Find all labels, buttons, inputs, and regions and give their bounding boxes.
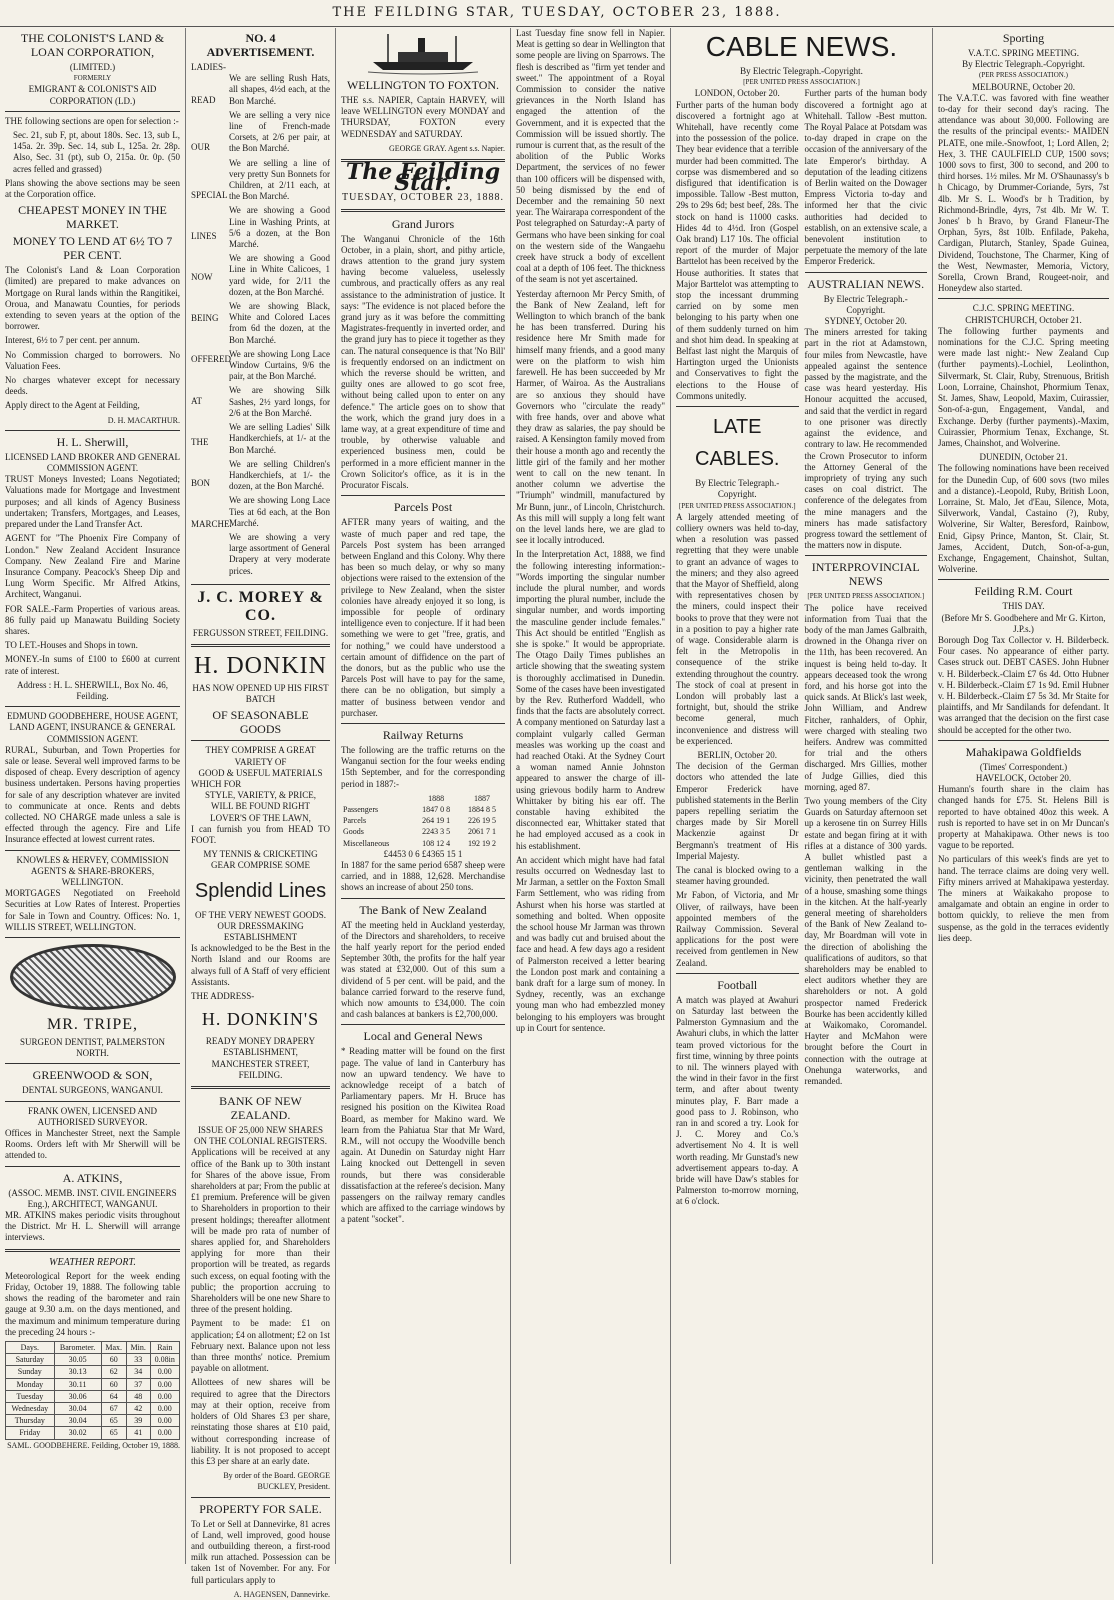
atkins-name: A. ATKINS, xyxy=(62,1170,123,1185)
table-cell: 108 12 4 xyxy=(422,838,451,848)
railway-note: In 1887 for the same period 6587 sheep were carried, and in 1888, 12,628. Merchandise shows an increase of about 250 tons. xyxy=(341,859,505,893)
trust-text: TRUST Moneys Invested; Loans Negotiated; Valuations made for Mortgage and Investment purposes; and all kinds of Agency Business undertaken; Transfers, Mortgages, and Leases, prepared under the Land Transfer Act. xyxy=(5,474,180,530)
court-heading: Feilding R.M. Court xyxy=(974,584,1073,599)
havelock-dateline: HAVELOCK, October 20. xyxy=(975,772,1072,783)
to-let: TO LET.-Houses and Shops in town. xyxy=(5,640,138,651)
table-row xyxy=(341,838,505,849)
inter-text-2: Two young members of the City Guards on Saturday afternoon set up a kerosene tin on Surrey Hills estate and began firing at it with rifles at a distance of 300 yards. A bullet whistled past a gentleman walking in the vicinity, then penetrated the wall of a house, smashing some things in the kitchen. At the half-yearly general meeting of shareholders of the Bank of New Zealand to-day, Mr Boardman will vote in the direction of abolishing the qualifications of auditors, so that shareholders may be enabled to elect auditors whether they are shareholders or not. A gold prospector named Frederick Bourke has been accidently killed at Waikomako, Coromandel. Hayter and McMahon were brought before the Court in connection with the outrage at Onehunga waterworks, and remanded. xyxy=(804,795,927,1087)
goodbehere: EDMUND GOODBEHERE, HOUSE AGENT, LAND AGENT, INSURANCE & GENERAL COMMISSION AGENT. xyxy=(6,711,179,744)
allottees-text: Allottees of new shares will be required to agree that the Directors may at their option, receive from holders of Old Shares £3 per share, reinstating those shares at £10 paid, without corresponding increase of liability. It is not proposed to accept this £3 per share at an early date. xyxy=(191,1377,330,1466)
table-cell: 30.04 xyxy=(54,1403,101,1415)
mortgages: MORTGAGES Negotiated on Freehold Securities at Low Rates of Interest. Properties for Sale in Town and Country. Offices: No. 1, WILLIS STREET, WELLINGTON. xyxy=(5,888,180,932)
table-cell: 39 xyxy=(126,1415,150,1427)
ad-item: We are showing Silk Sashes, 2½ yard longs, for 2/6 at the Bon Marché. xyxy=(229,385,330,418)
ladies-label: LADIES- xyxy=(191,62,226,72)
berlin-dateline: BERLIN, October 20. xyxy=(697,749,777,760)
late-text: A largely attended meeting of colliery owners was held to-day, when a resolution was passed regretting that they were unable to grant an advance of wages to the miners; and they also agreed that the Mayor of Sheffield, along with representatives chosen by the miners, could inspect their books to prove that they were not in a position to pay a higher rate of wage. Considerable alarm is felt in the Metropolis in consequence of the strike extending throughout the country. The stock of coal at present in London will probably last a fortnight, but, should the strike become general, much inconvenience and distress will be experienced. xyxy=(676,511,799,746)
table-cell: 33 xyxy=(126,1354,150,1366)
australian-heading: AUSTRALIAN NEWS. xyxy=(807,276,925,291)
tripe-name: MR. TRIPE, xyxy=(46,1016,139,1033)
late-cables-heading: LATE CABLES. xyxy=(695,416,780,471)
sydney-dateline: SYDNEY, October 20. xyxy=(824,316,907,327)
table-cell: Tuesday xyxy=(6,1390,55,1402)
grand-jurors-text: The Wanganui Chronicle of the 16th October, in a plain, short, and pithy article, draws attention to the grand jury system having become valueless, uselessly cumbrous, and practically offers as any real assistance to the administration of justice. It says: "The evidence is not placed before the grand jury as it was before the committing Magistrates-frequently in inverted order, and the grand jury has to piece it together as they can. The natural consequence is that 'No Bill' is frequently endorsed on an indictment on which the reverse should be written, and guilty ones are allowed to go scot free, without being called upon to enter on any defence." The article goes on to show that the work, which the grand jury does in a lame way, at a great expenditure of time and trouble, by otherwise valuable and experienced business men, could be performed in a more efficient manner in the Crown Solicitor's office, as it is in the Procurator Fiscals. xyxy=(341,233,505,491)
table-cell: 1847 0 8 xyxy=(422,804,451,814)
column-1 xyxy=(0,28,185,1564)
interest-line: Interest, 6½ to 7 per cent. per annum. xyxy=(5,335,140,346)
table-cell: 0.00 xyxy=(150,1427,179,1439)
no-charges: No charges whatever except for necessary deeds. xyxy=(5,375,180,397)
paper-title: The Feilding Star. xyxy=(345,159,501,197)
divider xyxy=(676,973,799,974)
table-cell: 0.08in xyxy=(150,1354,179,1366)
inter-text: The police have received information from Tuai that the body of the man James Galbraith, drowned in the Ohanga river on the 11th, has been recovered. An inquest is being held to-day. It appears deceased took the wrong ford, and his horse got into the quick sands. At Blick's last week, John William, and Andrew Fitcher, ranhalders, of Ophir, were charged with stealing two heifers. Andrew was committed for trial and the others discharged. Mrs Gillies, mother of Judge Gillies, died this morning, aged 87. xyxy=(804,602,927,792)
decorative-oval-ad xyxy=(10,944,176,1010)
masthead: THE FEILDING STAR, TUESDAY, OCTOBER 23, 1888. xyxy=(0,0,1114,27)
cable-left xyxy=(676,88,799,1210)
company-title: THE COLONIST'S LAND & LOAN CORPORATION, xyxy=(20,31,165,59)
side-word: BON xyxy=(191,478,211,489)
weather-col-header: Days. xyxy=(6,1342,55,1354)
side-word: OFFERED xyxy=(191,354,232,365)
side-word: LINES xyxy=(191,230,217,241)
table-cell: 0.00 xyxy=(150,1366,179,1378)
table-cell: 30.05 xyxy=(54,1354,101,1366)
local-text: * Reading matter will be found on the first page. The value of land in Canterbury has now an upward tendency. We have to acknowledge receipt of a batch of Parliamentary papers. Mr H. Bruce has resigned his position on the Kiwitea Road Board, as member for Makino ward. We learn from the Pahiatua Star that Mr Ward, R.M., will not occupy the Woodville bench again. At Dunedin on Saturday night Harr Laing knocked out Dettengell in seven rounds, but there was considerable dissatisfaction at the referee's decision. Many passengers on the railway remary candles which are affixed to the carriage windows by a patent "socket". xyxy=(341,1046,505,1225)
company-former-name: EMIGRANT & COLONIST'S AID CORPORATION (LD.) xyxy=(28,84,157,106)
table-cell: 41 xyxy=(126,1427,150,1439)
weather-col-header: Barometer. xyxy=(54,1342,101,1354)
table-row xyxy=(341,815,505,826)
cable-electric: By Electric Telegraph.-Copyright. xyxy=(740,66,863,76)
table-cell: 30.06 xyxy=(54,1390,101,1402)
london-dateline: LONDON, October 20. xyxy=(694,88,780,99)
weather-signature: SAML. GOODBEHERE. Feilding, October 19, 1888. xyxy=(7,1440,180,1450)
bank-nz-text: AT the meeting held in Auckland yesterday, of the Directors and shareholders, to receive the half yearly report for the period ended September 30th, the profits for the half year was stated at £32,000. Out of this sum a dividend of 5 per cent. will be paid, and the balance carried forward to the reserve fund, which now amounts to £34,000. The coin and cash balances at bankers is £2,700,000. xyxy=(341,919,505,1020)
grand-jurors-heading: Grand Jurors xyxy=(391,216,455,231)
column-2 xyxy=(185,28,335,1599)
divider xyxy=(191,740,330,741)
side-word: BEING xyxy=(191,313,219,324)
ad-item: We are selling a line of very pretty Sun Bonnets for Children, at 2/11 each, at the Bon Marché. xyxy=(229,157,330,202)
mahak-text: Humann's fourth share in the claim has changed hands for £75. St. Helens Bill is reported to have obtained 40oz this week. A rush is reported to have set in on Mr Duncan's property at Mahakipawa. Other news is too vague to be reported. xyxy=(938,784,1109,851)
table-row xyxy=(6,1354,180,1366)
divider xyxy=(341,898,505,899)
divider xyxy=(191,1086,330,1089)
table-header xyxy=(341,793,413,804)
side-word: READ xyxy=(191,95,216,106)
steamship-icon xyxy=(368,32,478,74)
table-cell: 0.00 xyxy=(150,1378,179,1390)
bank-heading: BANK OF NEW ZEALAND. xyxy=(219,1094,302,1123)
company-sub: (LIMITED.) xyxy=(69,62,116,72)
column-6 xyxy=(932,28,1114,1564)
cable-text: Further parts of the human body discovered a fortnight ago at Whitehall, have recently come into the possession of the police. They bear evidence that a terrible murder had been committed. The corpse was dismembered and so disfigured that identification is impossible. Tallow -Best mutton, 29s to 29s 6d; best beef, 28s. The stock on hand is 11000 casks. Hides 4d to 4½d. Iron (Gospel Oak brand) L17 10s. The official report of the murder of Major Barttelot has been received by the House authorities. It states that Major Barttelot was attempting to stop the incessant drumming carried on by some men belonging to his party when one of them suddenly turned on him and shot him dead. In speaking at Belfast last night the Marquis of Hartington urged the Unionists and Conservatives to fight the elections to the House of Commons unitedly. xyxy=(676,99,799,401)
knowles: KNOWLES & HERVEY, COMMISSION AGENTS & SHARE-BROKERS, WELLINGTON. xyxy=(16,854,169,887)
weather-col-header: Max. xyxy=(101,1342,126,1354)
football-text: A match was played at Awahuri on Saturday last between the Palmerston Gymnasium and the Awahuri clubs, in which the latter team proved victorious for the first time, winning by three points to nil. The winners played with the wind in their favor in the first term, and after about twenty minutes play, F. Barr made a good pass to J. Robinson, who ran in and scored a try. Look for J. C. Morey and Co.'s advertisement No 4. It is well worth reading. Mr Gunstad's new advertisement appears to-day. A bride will have Daw's stables for Palmerston to-morrow morning, at 6 o'clock. xyxy=(676,994,799,1207)
agent-name: D. H. MACARTHUR. xyxy=(107,415,180,425)
divider xyxy=(5,706,180,707)
dressmaking-heading: OUR DRESSMAKING ESTABLISHMENT xyxy=(217,920,304,942)
table-cell: 64 xyxy=(101,1390,126,1402)
berlin-text: The decision of the German doctors who attended the late Emperor Frederick have published statements in the Berlin papers repelling seriatim the charges made by Sir Morell Mackenzie against Dr Bergmann's treatment of His Imperial Majesty. xyxy=(676,761,799,861)
donkin-heading-2: H. DONKIN'S xyxy=(201,1009,320,1030)
local-heading: Local and General News xyxy=(363,1029,483,1044)
vatc-heading: V.A.T.C. SPRING MEETING. xyxy=(968,48,1079,58)
weather-intro: Meteorological Report for the week ending Friday, October 19, 1888. The following table shows the reading of the barometer and rain gauge at 9.30 a.m. on the days mentioned, and the maximum and minimum temperature during the preceding 24 hours :- xyxy=(5,1270,180,1337)
newest-line: OF THE VERY NEWEST GOODS. xyxy=(195,909,326,920)
side-word: SPECIAL xyxy=(191,189,228,200)
table-cell: 67 xyxy=(101,1403,126,1415)
morey-address: FERGUSSON STREET, FEILDING. xyxy=(192,627,329,638)
side-word: MARCHE. xyxy=(191,519,232,530)
melbourne-dateline: MELBOURNE, October 20. xyxy=(972,81,1075,92)
table-cell: 0.00 xyxy=(150,1390,179,1402)
morey-heading: J. C. MOREY & CO. xyxy=(197,588,324,624)
table-row xyxy=(341,804,505,815)
table-row xyxy=(6,1390,180,1402)
owen-text: Offices in Manchester Street, next the Sample Rooms. Orders left with Mr Sherwill will be attended to. xyxy=(5,1128,180,1161)
tennis-line: MY TENNIS & CRICKETING GEAR COMPRISE SOME xyxy=(203,849,318,871)
ad-side-words xyxy=(191,73,232,580)
table-cell: 2243 3 5 xyxy=(422,827,451,837)
table-cell: Miscellaneous xyxy=(343,838,390,848)
owen-name: FRANK OWEN, LICENSED AND AUTHORISED SURVEYOR. xyxy=(28,1105,157,1127)
table-cell: 65 xyxy=(101,1415,126,1427)
ad-item: We are selling Children's Handkerchiefs, at 1/- the dozen, at the Bon Marché. xyxy=(229,458,330,492)
cjc-text: The following further payments and nominations for the C.J.C. Spring meeting were made last night:- New Zealand Cup (further payments).-Lochiel, Leolinthon, Silvermark, St. Clair, Ruby, Strenuous, British Loon, Lorraine, Chainshot, Phormium Tenax, St. James, Shaw, Leopold, Maxim, Cuirassier, Son-of-a-gun, Engagement, Vandal, and Exchange. Derby (further payments).-Maxim, Cuirassier, Phormium Tenax, Exchange, St. James, Chainshot, and Wolverine. xyxy=(938,325,1109,448)
christchurch-dateline: CHRISTCHURCH, October 21. xyxy=(965,314,1082,325)
table-cell: Thursday xyxy=(6,1415,55,1427)
aus-text: The miners arrested for taking part in the riot at Adamstown, four miles from Newcastle, have appealed against the sentence passed by the magistrate, and the case was heard yesterday. His Honour acquitted the accused, and said that the verdict in regard to one prisoner was directly against the evidence, and contrary to law. He recommended the Crown Prosecutor to inform the Attorney General of the impropriety of trying any such cases on coal district. The conference of the delegates from the mine managers and the miners has made satisfactory progress toward the settlement of the matters now in dispute. xyxy=(804,327,927,551)
ad-item: We are selling Ladies' Silk Handkerchiefs, at 1/- at the Bon Marché. xyxy=(229,422,330,455)
divider xyxy=(191,584,330,585)
comprise-line: THEY COMPRISE A GREAT VARIETY OF xyxy=(205,745,316,767)
divider xyxy=(5,1101,180,1102)
divider xyxy=(5,937,180,938)
no-commission: No Commission charged to borrowers. No Valuation Fees. xyxy=(5,349,180,371)
donkin-opened: HAS NOW OPENED UP HIS FIRST BATCH xyxy=(192,682,329,705)
divider xyxy=(5,430,180,431)
weather-col-header: Rain xyxy=(150,1342,179,1354)
address-label: THE ADDRESS- xyxy=(191,991,255,1001)
table-cell: 30.04 xyxy=(54,1415,101,1427)
sporting-heading: Sporting xyxy=(1002,31,1045,45)
rural-text: RURAL, Suburban, and Town Properties for sale or lease. Several well improved farms to be disposed of cheap. Every description of agency business undertaken. Persons having properties for sale of any description whatever are invited to communicate at once. Rents and debts collected. NO CHARGE made unless a sale is effected through the agency. Fire and Life Insurance effected at lowest current rates. xyxy=(5,744,180,845)
ad-item: We are showing Black, White and Colored Laces from 6d the dozen, at the Bon Marché. xyxy=(229,301,330,345)
table-row xyxy=(6,1415,180,1427)
side-word: THE xyxy=(191,436,209,447)
divider xyxy=(938,579,1109,580)
money-lend-heading: MONEY TO LEND AT 6½ TO 7 PER CENT. xyxy=(12,234,173,263)
furnish-line: I can furnish you from HEAD TO FOOT. xyxy=(191,823,330,845)
property-heading: PROPERTY FOR SALE. xyxy=(199,1501,322,1516)
payment-text: Payment to be made: £1 on application; £4 on allotment; £2 on 1st February next. Balance upon not less than three months' notice. Premium payable on allotment. xyxy=(191,1318,330,1374)
news-text: An accident which might have had fatal results occurred on Wednesday last to Mr Jarman, a settler on the Foxton Small Farm Settlement, who was riding from Ashurst when his horse was startled at something and bolted. When opposite the school house Mr Jarman was thrown and was badly cut and bruised about the face and head. A few days ago a resident of Palmerston received a letter bearing the London post mark and containing a bank draft for a large sum of money. In Sydney, recently, was an exchange young man who had embezzled money belonging to his employers was brought up in Court for sentence. xyxy=(516,854,665,1033)
donkin-heading: H. DONKIN xyxy=(194,652,327,679)
table-cell: 0.00 xyxy=(150,1403,179,1415)
divider xyxy=(341,1024,505,1025)
table-cell: 264 19 1 xyxy=(422,816,451,826)
table-cell: 65 xyxy=(101,1427,126,1439)
table-row xyxy=(6,1378,180,1390)
vatc-text: The V.A.T.C. was favored with fine weather to-day for their second day's racing. The attendance was about 30,000. Following are the results of the principal events:- MAIDEN PLATE, one mile.-Snowfoot, 1; Lord Allen, 2; Hex, 3. THE CAULFIELD CUP, 1500 sovs; 1000 sovs to first, 300 to second, and 200 to third horses. 1½ miles. Mr M. O'Shaunassy's b h Chicago, by Drummer-Coriande, 5yrs, 7st 4lb. Mr S. L. Wood's br h Tradition, by Richmond-Brindle, 4yrs, 7st 4lb. Mr W. T. Jones' b h Bravo, by Grand Flaneur-The Orphan, 5yrs, 8st 10lb. Enfilade, Pakeha, Cardigan, Plutarch, Stanley, Spade Guinea, Dividend, Touchstone, The Charmer, King of the West, Newmaster, Memoria, Victory, Sorella, Crown Brand, Rougeet-noir, and Honeydew also started. xyxy=(938,92,1109,294)
plans-note: Plans showing the above sections may be seen at the Corporation office. xyxy=(5,177,180,200)
table-cell: Saturday xyxy=(6,1354,55,1366)
table-cell: 2061 7 1 xyxy=(468,827,497,837)
divider xyxy=(191,1497,330,1498)
table-cell: Monday xyxy=(6,1378,55,1390)
parcels-heading: Parcels Post xyxy=(393,500,453,515)
table-cell: 60 xyxy=(101,1378,126,1390)
table-cell: Friday xyxy=(6,1427,55,1439)
table-cell: Passengers xyxy=(343,804,379,814)
address-line: Address : H. L. SHERWILL, Box No. 46, Feilding. xyxy=(17,679,168,701)
divider xyxy=(5,850,180,851)
table-cell: 42 xyxy=(126,1403,150,1415)
court-text: Borough Dog Tax Collector v. H. Bilderbeck. Four cases. No appearance of either party. Cases struck out. DEBT CASES. John Hubner v. H. Bilderbeck.-Claim £7 6s 4d. Otto Hubner v. H. Bilderbeck.-Claim £7 1s 9d. Emil Hubner v. H. Bilderbeck.-Claim £7 5s 3d. Mr Staite for plaintiffs, and Mr Sandilands for defendant. It was arranged that the decision on the first case should be accepted for the other two. xyxy=(938,634,1109,735)
gray-sig: GEORGE GRAY. Agent s.s. Napier. xyxy=(388,143,505,153)
table-cell: 62 xyxy=(101,1366,126,1378)
agent-for: AGENT for "The Phoenix Fire Company of London." New Zealand Accident Insurance Company. New Zealand Fire and Marine Insurance Company. Peacock's Sheep Dip and Lung Worm Specific. Mr Alfred Atkins, Architect, Wanganui. xyxy=(5,533,180,600)
table-cell: 226 19 5 xyxy=(468,816,497,826)
table-row xyxy=(341,826,505,837)
dress-text: Is acknowledged to be the Best in the North Island and our Rooms are always full of A Staff of very efficient Assistants. xyxy=(191,943,330,987)
bank-text: Applications will be received at any office of the Bank up to 30th instant for Shares of the above issue, From shareholders at par; From the public at £1 premium. Preference will be given to Shareholders in proportion to their present holdings; thereafter allotment will be made pro rata of number of shares applied for, and Shareholders applying for more than their proportion will be treated, as regards such excess, on equal footing with the public; the proportion accruing to Shareholders will be one new Share to three of the present holding. xyxy=(191,1147,330,1315)
divider xyxy=(676,406,799,407)
loan-text: The Colonist's Land & Loan Corporation (limited) are prepared to make advances on Mortgage on Rural lands within the Rangitikei, Oroua, and Manawatu Counties, for periods extending to seven years at the option of the borrower. xyxy=(5,265,180,332)
ad-item: We are showing Long Lace Ties at 6d each, at the Bon Marché. xyxy=(229,495,330,528)
style-line: STYLE, VARIETY, & PRICE, xyxy=(204,790,316,801)
column-3 xyxy=(335,28,510,1564)
divider xyxy=(341,495,505,496)
table-cell: 30.02 xyxy=(54,1427,101,1439)
table-header: 1888 xyxy=(428,793,445,803)
railway-table xyxy=(341,793,505,849)
hagenson: A. HAGENSEN, Dannevirke. xyxy=(233,1589,330,1599)
table-cell: Goods xyxy=(343,827,364,837)
bank-nz-heading: The Bank of New Zealand xyxy=(359,902,487,917)
ad-item: We are selling Rush Hats, all shapes, 4½d each, at the Bon Marché. xyxy=(229,73,330,106)
greenwood-title: DENTAL SURGEONS, WANGANUI. xyxy=(22,1085,163,1096)
divider xyxy=(938,298,1109,299)
inter-press: [PER UNITED PRESS ASSOCIATION.] xyxy=(807,592,925,601)
ad-items xyxy=(229,73,330,580)
table-row xyxy=(6,1427,180,1439)
table-cell: 30.11 xyxy=(54,1378,101,1390)
sydney-text: Mr Fabon, of Victoria, and Mr Oliver, of railways, have been appointed members of the Railway Commission. Several applications for the post were received from gentlemen in New Zealand. xyxy=(676,890,799,968)
column-4 xyxy=(510,28,670,1564)
cable-heading: CABLE NEWS. xyxy=(705,31,898,62)
railway-total: £4453 0 6 £4365 15 1 xyxy=(383,848,463,859)
divider xyxy=(938,740,1109,741)
divider xyxy=(191,644,330,647)
railway-heading: Railway Returns xyxy=(382,727,464,742)
weather-col-header: Min. xyxy=(126,1342,150,1354)
table-cell: 48 xyxy=(126,1390,150,1402)
table-cell: 1884 8 5 xyxy=(468,804,497,814)
weather-table xyxy=(5,1341,180,1440)
by-order: By order of the Board. GEORGE BUCKLEY, President. xyxy=(223,1471,330,1492)
news-text: Last Tuesday fine snow fell in Napier. Meat is getting so dear in Wellington that some people are living on Sparrows. The flesh is described as "firm yet tender and sweet." The appointment of a Royal Commission to consider the native grievances in the North Island has engaged the attention of the Government, and it is expected that the Commission will be issued shortly. The rumour is current that, as the result of the abolition of the Public Works Department, the services of no fewer than 100 officers will be dispensed with, 50 being dismissed by the end of December and the remaining 50 next year. The Wairarapa correspondent of the Post telegraphed on Saturday:-A party of Germans who have been sinking for coal on the western side of the Wangaehu creek have struck a body of excellent coal at a depth of 106 feet. The thickness of the seam is not yet ascertained. xyxy=(516,28,665,285)
news-text: In the Interpretation Act, 1888, we find the following interesting information:-"Words importing the singular number include the plural number, and words importing the plural number, include the singular number, and words importing the masculine gender include females." This Act should be entitled "English as she is spoke." It would be appropriate. The Otago Daily Times publishes an article showing that the sweating system is thoroughly acclimatised in Dunedin. Some of the cases have been investigated by the Rev. Rutherford Waddell, who finds that the facts are absolutely correct. A company mentioned on Saturday last a complaint vulgarly called German measles was working up the coast and had reached Otaki. At the Sydney Court a woman named Annie Johnston appeared to answer the charge of ill-using grievous bodily harm to Andrew Whittaker by biting his ear off. The constable having exhibited the disconnected ear, Whittaker stated that he had employed accused as a cook in his establishment. xyxy=(516,549,665,851)
mahakipawa-heading: Mahakipawa Goldfields xyxy=(965,744,1082,759)
money-line: MONEY.-In sums of £100 to £600 at current rate of interest. xyxy=(5,654,180,676)
table-cell: 60 xyxy=(101,1354,126,1366)
found-right: WILL BE FOUND RIGHT xyxy=(211,801,310,812)
court-before: (Before Mr S. Goodbehere and Mr G. Kirton, J.P.s.) xyxy=(941,612,1106,634)
table-cell: 192 19 2 xyxy=(468,838,497,848)
interprovincial-heading: INTERPROVINCIAL NEWS xyxy=(811,560,920,589)
side-word: AT xyxy=(191,395,202,406)
suez-text: The canal is blocked owing to a steamer having grounded. xyxy=(676,865,799,887)
divider xyxy=(5,1063,180,1064)
divider xyxy=(805,555,928,556)
bon-marche-ad xyxy=(191,73,330,580)
table-cell: 37 xyxy=(126,1378,150,1390)
wellington-heading: WELLINGTON TO FOXTON. xyxy=(346,78,500,92)
atkins-text: MR. ATKINS makes periodic visits throughout the District. Mr H. L. Sherwill will arrange interviews. xyxy=(5,1210,180,1243)
ad-item: We are selling a very nice line of French-made Corsets, at 2/6 per pair, at the Bon Marché. xyxy=(229,109,330,154)
divider xyxy=(805,272,928,273)
table-cell: 30.13 xyxy=(54,1366,101,1378)
table-row xyxy=(6,1366,180,1378)
late-press: [PER UNITED PRESS ASSOCIATION.] xyxy=(678,501,796,510)
sherwill-title: LICENSED LAND BROKER AND GENERAL COMMISSION AGENT. xyxy=(5,451,180,474)
news-text: Yesterday afternoon Mr Percy Smith, of the Bank of New Zealand, left for Wellington to which branch of the bank he has been transferred. During his residence here Mr Smith made for himself many friends, and a good many were on the platform to wish him farewell. He has been succeeded by Mr Harmer, of Wairoa. As the Australians are so anxious they should have Governors who "circulate the ready" with free hands, over and above what they draw as salaries, the pay should be raised. A Kensington family moved from their house a month ago and recently the little girl of the family and her mother went to call on the new tenant. In another column we advertise the "Triumph" windmill, manufactured by Mr Bunn, junr., of Lincoln, Christchurch. As this mill will supply a long felt want on the level lands here, we are glad to see it locally introduced. xyxy=(516,288,665,546)
cable-press: [PER UNITED PRESS ASSOCIATION.] xyxy=(743,78,860,87)
sections-intro: THE following sections are open for selection :- xyxy=(5,115,179,126)
picton-text: No particulars of this week's finds are yet to hand. The terrace claims are doing very well. Fifty miners arrived at Mahakipawa yesterday. The miners at Waikakaho propose to amalgamate and obtain an engine in order to bottom quickly, to relieve the men from suspense, as the gold in the terraces evidently lies deep. xyxy=(938,854,1109,943)
greenwood-name: GREENWOOD & SON, xyxy=(32,1068,153,1083)
railway-text: The following are the traffic returns on the Wanganui section for the four weeks ending 15th September, and for the corresponding period in 1887:- xyxy=(341,744,505,789)
ad-item: We are showing a Good Line in White Calicoes, 1 yard wide, for 2/11 the dozen, at the Bon Marché. xyxy=(229,253,330,297)
table-cell: 34 xyxy=(126,1366,150,1378)
table-cell: Wednesday xyxy=(6,1403,55,1415)
divider xyxy=(5,1166,180,1167)
ad-item: We are showing a very large assortment of General Drapery at very moderate prices. xyxy=(229,531,330,576)
divider xyxy=(341,209,505,212)
cjc-heading: C.J.C. SPRING MEETING. xyxy=(972,303,1075,314)
weather-heading: WEATHER REPORT. xyxy=(49,1256,136,1268)
table-cell: Sunday xyxy=(6,1366,55,1378)
good-useful: GOOD & USEFUL MATERIALS xyxy=(198,767,323,778)
side-word: NOW xyxy=(191,272,213,283)
ad-heading: NO. 4 ADVERTISEMENT. xyxy=(206,31,315,59)
ad-item: We are showing a Good Line in Washing Prints, at 5/6 a dozen, at the Bon Marché. xyxy=(229,205,330,250)
dunedin-text: The following nominations have been received for the Dunedin Cup, of 600 sovs (two miles and a distance).-Leopold, Ruby, British Loon, Lorraine, St. Malo, Jet d'Eau, Silence, Mota, Silverwork, Vandal, Castaino (?), Ruby, Wolverine, Sir Walter, Beresford, Rainbow, Enid, Gipsy Prince, Manton, St. Clair, St. James, Accident, Dutch, Son-of-a-gun, Exchange, Engagement, Chainshot, Sultan, Wolverine. xyxy=(938,463,1109,575)
table-cell: 0.00 xyxy=(150,1415,179,1427)
tripe-title: SURGEON DENTIST, PALMERSTON NORTH. xyxy=(19,1037,166,1059)
cheapest-heading: CHEAPEST MONEY IN THE MARKET. xyxy=(18,203,167,232)
which-for: WHICH FOR xyxy=(191,778,242,789)
table-cell: Parcels xyxy=(343,816,367,826)
property-text: To Let or Sell at Dannevirke, 81 acres of Land, well improved, good house and outbuilding thereon, a first-rood milk run attached. Possession can be taken 1st of November. For any. For full particulars apply to xyxy=(191,1518,330,1585)
cable-columns xyxy=(676,88,927,1210)
parcels-text: AFTER many years of waiting, and the waste of much paper and red tape, the Parcels Post system has been arranged between England and this Colony. Why there has been so much delay, or why so many objections were raised to the extension of the privilege to New Zealand, when the sister colonies have already enjoyed it so long, is impossible for people of ordinary intelligence even to conjecture. If it had been something we were to get "free, gratis, and for nothing," we could have understood a certain amount of diffidence on the part of the donors, but as the public who use the Parcels Post will have to pay for the same, there can be no obligation, but simply a matter of business between vendor and purchaser. xyxy=(341,517,505,718)
dunedin-dateline: DUNEDIN, October 21. xyxy=(979,452,1068,463)
seasonable-heading: OF SEASONABLE GOODS xyxy=(212,708,309,737)
ad-item: We are showing Long Lace Window Curtains, 9/6 the pair, at the Bon Marché. xyxy=(229,348,330,382)
date-line: TUESDAY, OCTOBER 23, 1888. xyxy=(342,192,504,204)
court-day: THIS DAY. xyxy=(1002,601,1045,612)
column-5 xyxy=(670,28,932,1564)
sherwill-name: H. L. Sherwill, xyxy=(56,434,129,449)
table-header: 1887 xyxy=(474,793,491,803)
splendid-heading: Splendid Lines xyxy=(194,879,327,902)
ready-money: READY MONEY DRAPERY ESTABLISHMENT, xyxy=(205,1036,316,1058)
cable-right xyxy=(805,88,928,1210)
apply-line: Apply direct to the Agent at Feilding, xyxy=(5,400,140,411)
company-formerly: FORMERLY xyxy=(73,74,112,83)
divider xyxy=(341,723,505,724)
divider xyxy=(5,1249,180,1252)
table-row xyxy=(6,1403,180,1415)
napier-text: THE s.s. NAPIER, Captain HARVEY, will leave WELLINGTON every MONDAY and THURSDAY, FOXTON every WEDNESDAY and SATURDAY. xyxy=(341,95,505,139)
sections-list: Sec. 21, sub F, pt, about 180s. Sec. 13, sub L, 145a. 2r. 39p. Sec. 14, sub L, 125a. 2r. 28p. Also, Sec. 31 (pt), sub O, 215a. 0r. 0p. (50 acres felled and grassed) xyxy=(13,130,180,174)
donkin-address: MANCHESTER STREET, FEILDING. xyxy=(211,1058,310,1080)
late-electric: By Electric Telegraph.-Copyright. xyxy=(695,478,780,500)
vatc-electric: By Electric Telegraph.-Copyright. xyxy=(962,59,1085,70)
lovers-line: LOVER'S OF THE LAWN, xyxy=(210,812,311,823)
aus-electric: By Electric Telegraph.-Copyright. xyxy=(823,293,908,315)
side-word: OUR xyxy=(191,142,211,153)
atkins-title: (ASSOC. MEMB. INST. CIVIL ENGINEERS Eng.), ARCHITECT, WANGANUI. xyxy=(8,1187,177,1209)
bank-issue: ISSUE OF 25,000 NEW SHARES ON THE COLONIAL REGISTERS. xyxy=(194,1125,327,1147)
mahak-sub: (Times' Correspondent.) xyxy=(979,761,1068,772)
divider xyxy=(5,111,180,112)
vatc-press: (PER PRESS ASSOCIATION.) xyxy=(979,71,1068,80)
for-sale: FOR SALE.-Farm Properties of various areas. 86 fully paid up Manawatu Building Society shares. xyxy=(5,603,180,636)
football-heading: Football xyxy=(717,977,758,992)
cable-right-text: Further parts of the human body discovered a fortnight ago at Whitehall. Tallow -Best mutton. The Royal Palace at Potsdam was to-day draped in crape on the occasion of the anniversary of the late Emperor's birthday. A deputation of the leading citizens of Berlin waited on the Dowager Empress Victoria to-day and informed her that the civic authorities had decided to establish, on an extensive scale, a benevolent institution to perpetuate the memory of the late Emperor Frederick. xyxy=(804,88,927,267)
